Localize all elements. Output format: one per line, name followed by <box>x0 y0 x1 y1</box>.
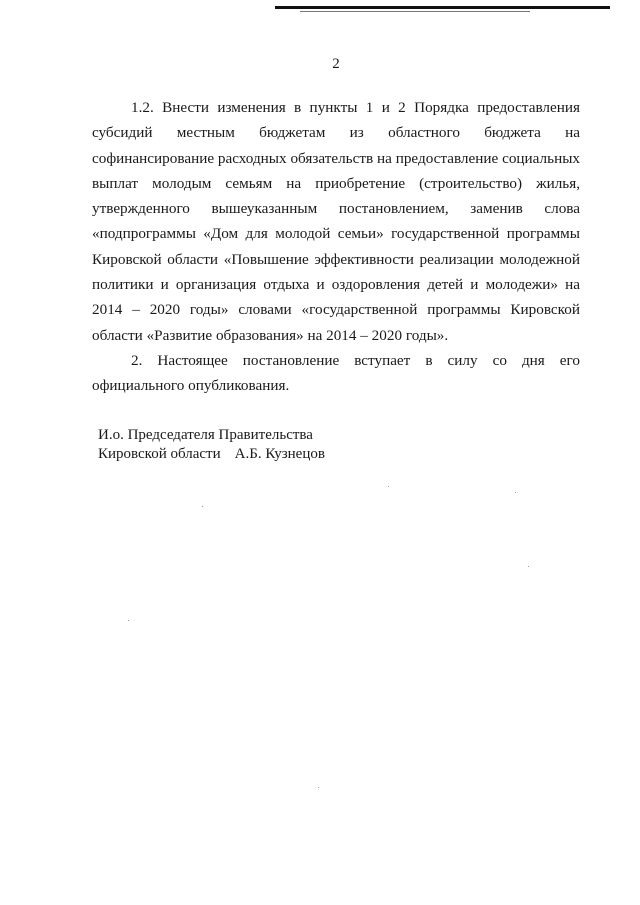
signature-name: А.Б. Кузнецов <box>234 446 325 462</box>
signature-block <box>98 426 325 464</box>
scan-speck <box>388 486 389 487</box>
document-body <box>92 95 580 399</box>
scan-speck <box>202 506 203 507</box>
signature-region: Кировской области <box>98 446 221 462</box>
page-number: 2 <box>332 56 340 72</box>
scan-speck <box>515 492 516 493</box>
signature-position: И.о. Председателя Правительства <box>98 427 313 443</box>
scan-speck <box>528 566 529 567</box>
signature-region-line <box>98 445 325 464</box>
header-rule <box>275 6 610 9</box>
header-rule-thin <box>300 11 530 12</box>
scan-speck <box>318 787 319 788</box>
scan-speck <box>128 620 129 621</box>
paragraph-2: 2. Настоящее постановление вступает в силу со дня его официального опубликования. <box>92 351 580 395</box>
paragraph-1-2: 1.2. Внести изменения в пункты 1 и 2 Порядка предоставления субсидий местным бюджетам из областного бюджета на софинансирование расходных обязательств на предоставление социальных выплат молодым семьям на приобретение (строительство) жилья, утвержденного вышеуказанным постановлением, заменив слова «подпрограммы «Дом для молодой семьи» государственной программы Кировской области «Повышение эффективности реализации молодежной политики и организация отдыха и оздоровления детей и молодежи» на 2014 – 2020 годы» словами «государственной программы Кировской области «Развитие образования» на 2014 – 2020 годы». <box>92 99 580 344</box>
